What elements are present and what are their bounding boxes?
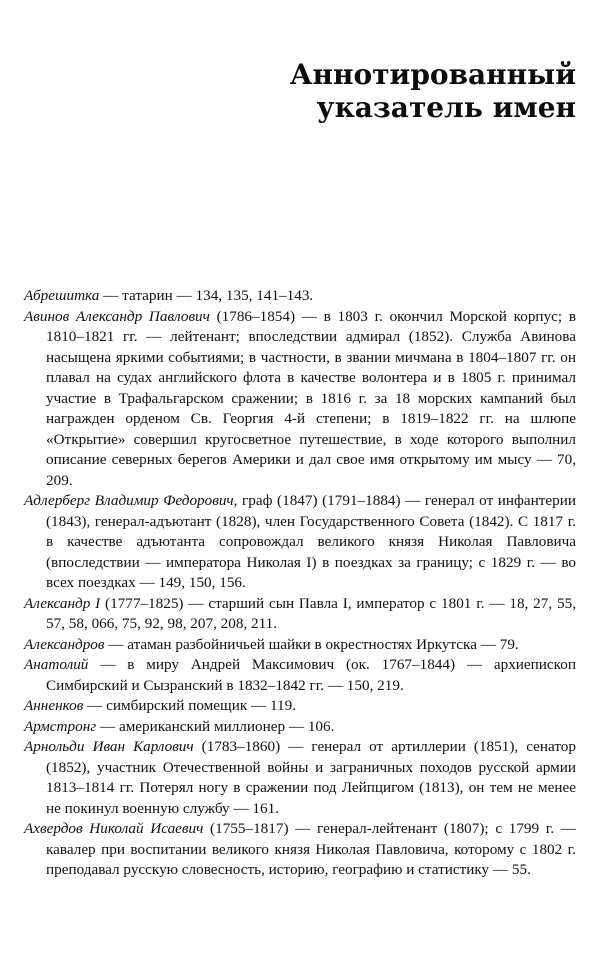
entry-name: Александр I xyxy=(24,594,101,612)
index-entry xyxy=(24,594,576,635)
entry-text: (1786–1854) — в 1803 г. окончил Морской корпус; в 1810–1821 гг. — лейтенант; впоследствии адмирал (1852). Служба Авинова насыщена яркими событиями; в частности, в звании мичмана в 1804–1807 гг. он плавал на судах английского флота в качестве волонтера и в 1805 г. принимал участие в Трафальгарском сражении; в 1816 г. за 18 морских кампаний был награжден орденом Св. Георгия 4-й степени; в 1819–1822 гг. на шлюпе «Открытие» совершил кругосветное путешествие, в ходе которого выполнил описание северных берегов Америки и дал свое имя открытому им мысу — 70, 209. xyxy=(46,307,576,489)
index-entry xyxy=(24,286,576,307)
entry-name: Адлерберг Владимир Федорович xyxy=(24,492,234,509)
entry-name: Абрешитка xyxy=(24,287,100,304)
index-entry xyxy=(24,819,576,881)
index-entry xyxy=(24,635,576,656)
index-entry xyxy=(24,307,576,492)
page-title-line-1: Аннотированный xyxy=(289,58,576,91)
entry-text: (1777–1825) — старший сын Павла I, император с 1801 г. — 18, 27, 55, 57, 58, 066, 75, 92, 98, 207, 208, 211. xyxy=(46,594,576,632)
entry-name: Анненков xyxy=(24,697,84,714)
entry-text: — атаман разбойничьей шайки в окрестностях Иркутска — 79. xyxy=(104,635,519,653)
entry-name: Александров xyxy=(24,635,105,653)
entry-text: — татарин — 134, 135, 141–143. xyxy=(99,287,314,304)
entry-text: , граф (1847) (1791–1884) — генерал от инфантерии (1843), генерал-адъютант (1828), член Государственного Совета (1842). С 1817 г. в качестве адъютанта сопровождал великого князя Николая Павловича (впоследствии — императора Николая I) в поездках за границу; с 1829 г. — во всех поездках — 149, 150, 156. xyxy=(46,492,576,591)
entry-name: Анатолий xyxy=(24,656,89,673)
index-entry xyxy=(24,491,576,594)
entry-text: — в миру Андрей Максимович (ок. 1767–1844) — архиепископ Симбирский и Сызранский в 1832–1842 гг. — 150, 219. xyxy=(46,656,576,694)
index-entry xyxy=(24,717,576,738)
page-title-line-2: указатель имен xyxy=(316,91,576,124)
entry-name: Авинов Александр Павлович xyxy=(24,307,210,325)
index-entry xyxy=(24,737,576,819)
entry-text: (1755–1817) — генерал-лейтенант (1807); с 1799 г. — кавалер при воспитании великого князя Николая Павловича, которому с 1802 г. преподавал русскую словесность, историю, географию и статистику — 55. xyxy=(46,820,576,878)
index-entry xyxy=(24,655,576,696)
entry-name: Арнольди Иван Карлович xyxy=(24,738,194,755)
entry-name: Ахвердов Николай Исаевич xyxy=(24,820,204,837)
entry-text: — симбирский помещик — 119. xyxy=(83,697,297,714)
entry-text: (1783–1860) — генерал от артиллерии (1851), сенатор (1852), участник Отечественной войны и заграничных походов русской армии 1813–1814 гг. Потерял ногу в сражении под Лейпцигом (1813), он тем не менее не покинул военную службу — 161. xyxy=(46,738,576,817)
entry-name: Армстронг xyxy=(24,717,97,735)
name-index-list xyxy=(24,286,576,881)
page-title xyxy=(290,58,576,124)
entry-text: — американский миллионер — 106. xyxy=(96,717,335,735)
index-entry xyxy=(24,696,576,717)
